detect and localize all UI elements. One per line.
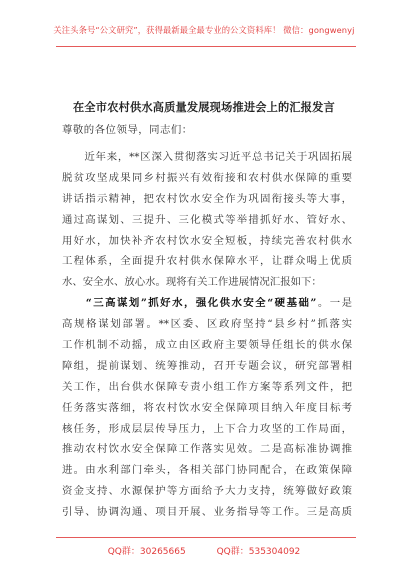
- text-line: 工作机制不动摇，成立由区政府主要领导任组长的供水保: [62, 339, 352, 352]
- text-line: 进。由水利部门牵头，各相关部门协同配合，在政策保障: [62, 464, 352, 477]
- section-heading-tail: 。一是: [316, 297, 352, 310]
- document-title: 在全市农村供水高质量发展现场推进会上的汇报发言: [73, 100, 335, 114]
- page-header: 关注头条号“公文研究”，获得最新最全最专业的公文资料库！ 微信：gongwenyj: [53, 25, 355, 35]
- text-line: 资金支持、水源保护等方面给予大力支持，统筹做好政策: [62, 485, 352, 498]
- text-line: 通过高谋划、三提升、三化模式等举措抓好水、管好水、: [62, 213, 352, 226]
- text-line: 近年来，**区深入贯彻落实习近平总书记关于巩固拓展: [62, 151, 352, 163]
- text-line: 高规格谋划部署。**区委、区政府坚持“县乡村”抓落实: [62, 318, 352, 331]
- salutation: 尊敬的各位领导，同志们：: [62, 124, 193, 136]
- text-line: 引导、协调沟通、项目开展、业务指导等工作。三是高质: [62, 506, 352, 519]
- text-line: 水、安全水、放心水。现将有关工作进展情况汇报如下：: [62, 276, 322, 289]
- text-line: 任务落实落细，将农村饮水安全保障项目纳入年度目标考: [62, 401, 352, 414]
- page-footer: [0, 544, 408, 557]
- text-line: 工程体系，全面提升农村供水保障水平，让群众喝上优质: [62, 255, 352, 268]
- text-line: 核任务，形成层层传导压力，上下合力攻坚的工作局面，: [62, 422, 352, 435]
- qq-group-1: QQ群：30265665: [107, 547, 186, 557]
- header-divider: [56, 46, 356, 47]
- body-text: [62, 147, 352, 523]
- footer-divider: [56, 537, 356, 538]
- section-heading-line: [62, 293, 352, 314]
- text-line: 讲话指示精神，把农村饮水安全作为巩固衔接头等大事，: [62, 192, 352, 205]
- text-line: 用好水，加快补齐农村饮水安全短板，持续完善农村供水: [62, 234, 352, 247]
- qq-group-2: QQ群：535304092: [216, 547, 301, 557]
- text-line: 障组，提前谋划、统筹推动，召开专题会议，研究部署相: [62, 359, 352, 372]
- section-heading: “三高谋划”抓好水，强化供水安全“硬基础”: [85, 297, 317, 310]
- text-line: 推动农村饮水安全保障工作落实见效。二是高标准协调推: [62, 443, 352, 456]
- text-line: 关工作，出台供水保障专责小组工作方案等系列文件，把: [62, 380, 352, 393]
- text-line: 脱贫攻坚成果同乡村振兴有效衔接和农村供水保障的重要: [62, 171, 352, 184]
